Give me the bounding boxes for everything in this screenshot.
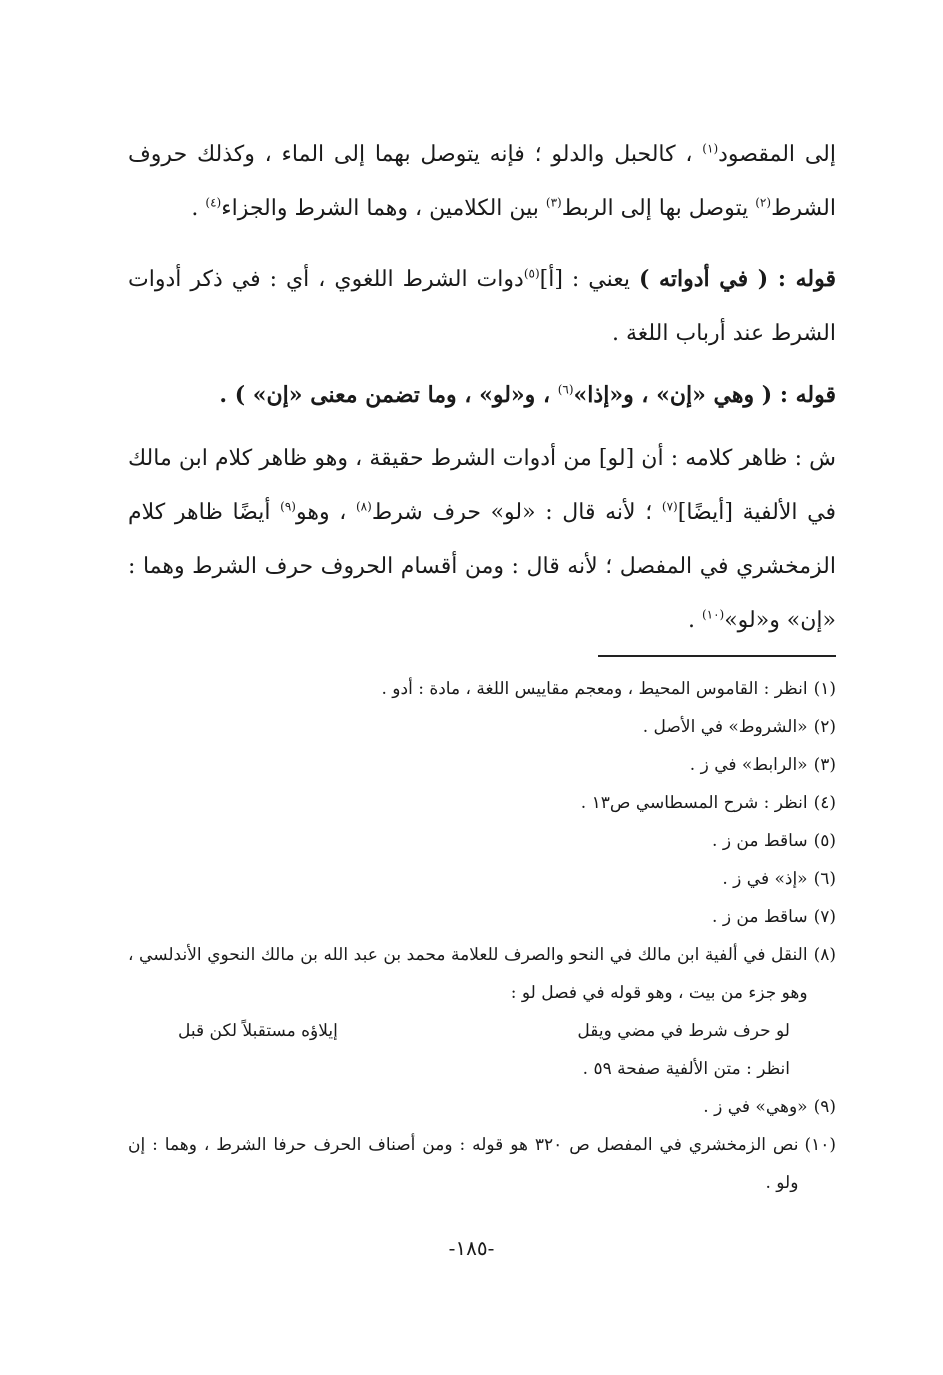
paragraph-text: أيضًا ظاهر كلام الزمخشري في المفصل ؛ لأنه قال : ومن أقسام الحروف حرف الشرط وهما : «إن» و«لو» [128, 500, 836, 633]
footnote-number: (٢) [813, 717, 836, 737]
quote-heading: قوله : ( وهي «إن» ، و«إذا» [573, 382, 836, 408]
paragraph-text: ، كالحبل والدلو ؛ فإنه يتوصل بهما إلى الماء ، وكذلك حروف الشرط [128, 142, 836, 221]
footnote-item [128, 1126, 836, 1202]
paragraph-text: ، وهو [295, 500, 356, 525]
footnote-ref[interactable]: (٣) [545, 195, 562, 210]
footnote-text: نص الزمخشري في المفصل ص ٣٢٠ هو قوله : ومن أصناف الحرف حرفا الشرط ، وهما : إن ولو . [128, 1135, 799, 1193]
paragraph-text: بين الكلامين ، وهما الشرط والجزاء [221, 196, 546, 221]
footnote-text: «الرابط» في ز . [689, 755, 808, 775]
footnote-number: (١) [813, 679, 836, 699]
footnote-ref[interactable]: (٤) [205, 195, 222, 210]
footnote-text: ساقط من ز . [712, 831, 808, 851]
footnote-number: (٧) [813, 907, 836, 927]
paragraph-text: يعني : [أ] [539, 267, 639, 292]
footnote-text: «الشروط» في الأصل . [642, 717, 808, 737]
footnote-item [128, 860, 836, 898]
footnote-ref[interactable]: (١) [702, 141, 719, 156]
paragraph-text: إلى المقصود [718, 142, 836, 167]
footnote-text: «إذ» في ز . [722, 869, 808, 889]
footnote-number: (٥) [813, 831, 836, 851]
footnote-divider [598, 655, 836, 657]
footnote-ref[interactable]: (٥) [523, 266, 540, 281]
footnote-item [128, 670, 836, 708]
paragraph-text: . [191, 196, 206, 221]
footnote-number: (٤) [813, 793, 836, 813]
footnote-item [128, 708, 836, 746]
paragraph-matn [128, 368, 836, 423]
footnotes [128, 670, 836, 1202]
paragraph-text: ش : ظاهر كلامه : أن [لو] من أدوات الشرط حقيقة ، وهو ظاهر كلام ابن مالك في الألفية [أيضًا] [128, 446, 836, 525]
page-number: -١٨٥- [448, 1236, 495, 1260]
footnote-ref[interactable]: (٢) [755, 195, 772, 210]
footnote-text: ساقط من ز . [712, 907, 808, 927]
footnote-ref[interactable]: (٧) [661, 499, 678, 514]
paragraph-intro [128, 128, 836, 236]
footnote-number: (٩) [813, 1097, 836, 1117]
verse-hemistich: لو حرف شرط في مضي ويقل [577, 1021, 790, 1041]
footnote-number: (٨) [813, 945, 836, 965]
paragraph-text: يتوصل بها إلى الربط [561, 196, 756, 221]
footnote-item [128, 898, 836, 936]
footnote-ref[interactable]: (١٠) [701, 607, 725, 622]
paragraph-adawat [128, 252, 836, 361]
footnote-number: (٣) [813, 755, 836, 775]
footnote-item [128, 746, 836, 784]
verse-line [128, 1012, 790, 1050]
footnote-text: النقل في ألفية ابن مالك في النحو والصرف للعلامة محمد بن عبد الله بن مالك النحوي الأندلسي ، وهو جزء من بيت ، وهو قوله في فصل لو : [128, 945, 808, 1003]
footnote-item [128, 1088, 836, 1126]
footnote-text: «وهي» في ز . [703, 1097, 808, 1117]
footnote-ref[interactable]: (٨) [355, 499, 372, 514]
footnote-text: انظر : القاموس المحيط ، ومعجم مقاييس اللغة ، مادة : أدو . [381, 679, 808, 699]
footnote-continuation: انظر : متن الألفية صفحة ٥٩ . [582, 1059, 790, 1079]
quote-heading: قوله : ( في أدواته ) [639, 266, 836, 292]
footnote-number: (١٠) [804, 1135, 836, 1155]
footnote-item [128, 784, 836, 822]
footnote-item [128, 936, 836, 1012]
paragraph-sharh [128, 432, 836, 648]
paragraph-text: . [687, 608, 702, 633]
quote-heading: ، و«لو» ، وما تضمن معنى «إن» ) . [219, 382, 558, 408]
footnote-text: انظر : شرح المسطاسي ص١٣ . [580, 793, 808, 813]
paragraph-text: دوات الشرط اللغوي ، أي : في ذكر أدوات الشرط عند أرباب اللغة . [128, 267, 836, 346]
paragraph-text: ؛ لأنه قال : «لو» حرف شرط [371, 500, 662, 525]
footnote-item [128, 822, 836, 860]
verse-hemistich: إيلاؤه مستقبلاً لكن قبل [178, 1021, 338, 1041]
footnote-number: (٦) [813, 869, 836, 889]
footnote-ref[interactable]: (٦) [557, 382, 574, 397]
footnote-ref[interactable]: (٩) [280, 499, 296, 514]
